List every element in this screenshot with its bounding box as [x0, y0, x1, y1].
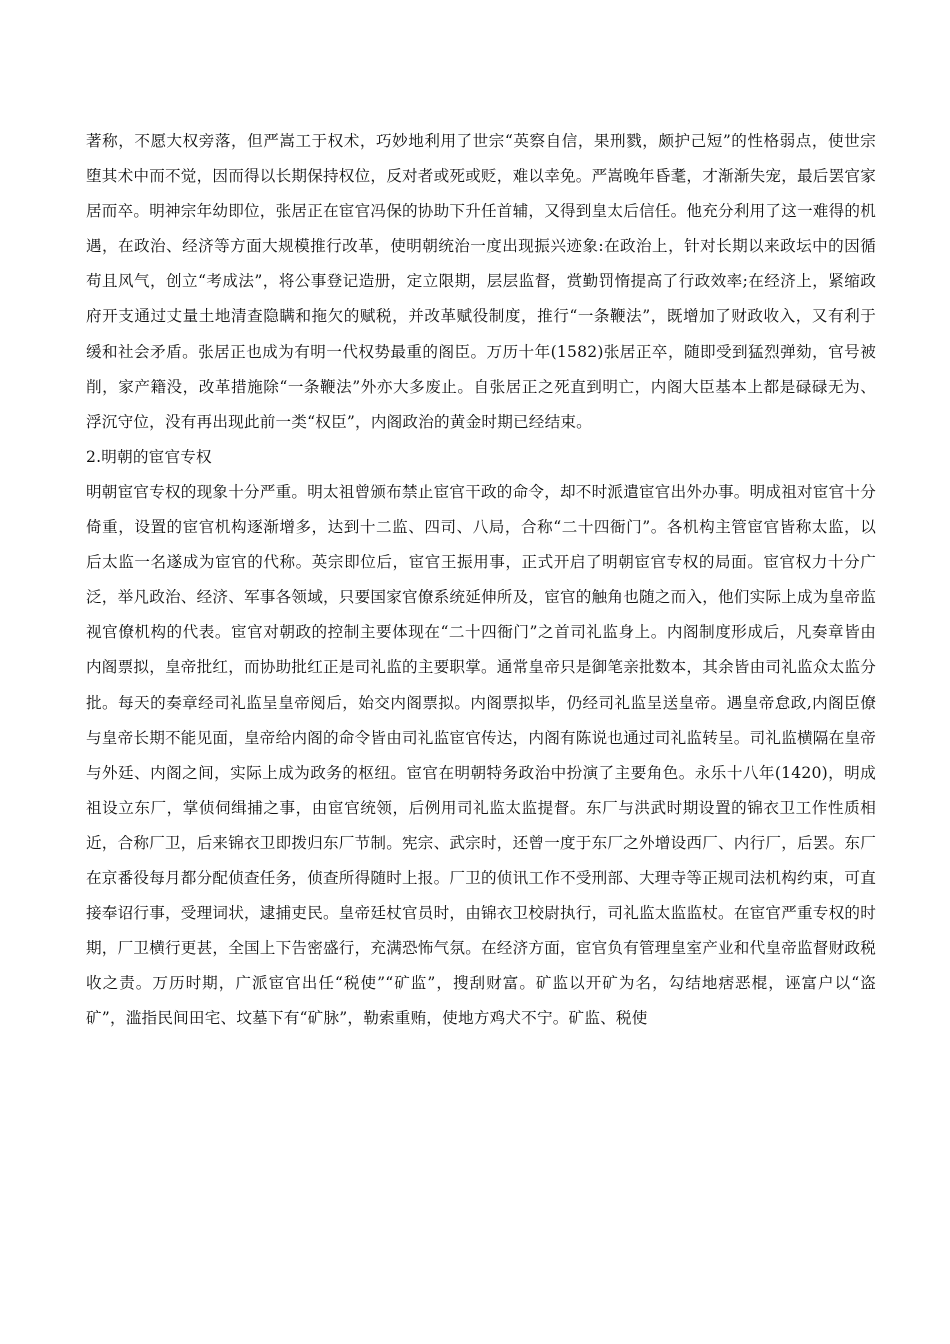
section-heading-eunuch-power: 2.明朝的宦官专权 [86, 447, 212, 466]
paragraph-zhang-juzheng-reform: 著称，不愿大权旁落，但严嵩工于权术，巧妙地利用了世宗“英察自信，果刑戮，颇护己短”的性格弱点，使世宗堕其术中而不觉，因而得以长期保持权位，反对者或死或贬，难以幸免。严嵩晚年昏耄，才渐渐失宠，最后罢官家居而卒。明神宗年幼即位，张居正在宦官冯保的协助下升任首辅，又得到皇太后信任。他充分利用了这一难得的机遇，在政治、经济等方面大规模推行改革，使明朝统治一度出现振兴迹象:在政治上，针对长期以来政坛中的因循苟且风气，创立“考成法”，将公事登记造册，定立限期，层层监督，赏勤罚惰提高了行政效率;在经济上，紧缩政府开支通过丈量土地清查隐瞒和拖欠的赋税，并改革赋役制度，推行“一条鞭法”，既增加了财政收入，又有利于缓和社会矛盾。张居正也成为有明一代权势最重的阁臣。万历十年(1582)张居正卒，随即受到猛烈弹劾，官号被削，家产籍没，改革措施除“一条鞭法”外亦大多废止。自张居正之死直到明亡，内阁大臣基本上都是碌碌无为、浮沉守位，没有再出现此前一类“权臣”，内阁政治的黄金时期已经结束。 [86, 132, 876, 431]
document-body [86, 124, 876, 1036]
paragraph-eunuch-autocracy: 明朝宦官专权的现象十分严重。明太祖曾颁布禁止宦官干政的命令，却不时派遣宦官出外办事。明成祖对宦官十分倚重，设置的宦官机构逐渐增多，达到十二监、四司、八局，合称“二十四衙门”。各机构主管宦官皆称太监，以后太监一名遂成为宦官的代称。英宗即位后，宦官王振用事，正式开启了明朝宦官专权的局面。宦官权力十分广泛，举凡政治、经济、军事各领域，只要国家官僚系统延伸所及，宦官的触角也随之而入，他们实际上成为皇帝监视官僚机构的代表。宦官对朝政的控制主要体现在“二十四衙门”之首司礼监身上。内阁制度形成后，凡奏章皆由内阁票拟，皇帝批红，而协助批红正是司礼监的主要职掌。通常皇帝只是御笔亲批数本，其余皆由司礼监众太监分批。每天的奏章经司礼监呈皇帝阅后，始交内阁票拟。内阁票拟毕，仍经司礼监呈送皇帝。遇皇帝怠政,内阁臣僚与皇帝长期不能见面，皇帝给内阁的命令皆由司礼监宦官传达，内阁有陈说也通过司礼监转呈。司礼监横隔在皇帝与外廷、内阁之间，实际上成为政务的枢纽。宦官在明朝特务政治中扮演了主要角色。永乐十八年(1420)，明成祖设立东厂，掌侦伺缉捕之事，由宦官统领，后例用司礼监太监提督。东厂与洪武时期设置的锦衣卫工作性质相近，合称厂卫，后来锦衣卫即拨归东厂节制。宪宗、武宗时，还曾一度于东厂之外增设西厂、内行厂，后罢。东厂在京番役每月都分配侦查任务，侦查所得随时上报。厂卫的侦讯工作不受刑部、大理寺等正规司法机构约束，可直接奉诏行事，受理词状，逮捕吏民。皇帝廷杖官员时，由锦衣卫校尉执行，司礼监太监监杖。在宦官严重专权的时期，厂卫横行更甚，全国上下告密盛行，充满恐怖气氛。在经济方面，宦官负有管理皇室产业和代皇帝监督财政税收之责。万历时期，广派宦官出任“税使”“矿监”，搜刮财富。矿监以开矿为名，勾结地痞恶棍，诬富户以“盗矿”，滥指民间田宅、坟墓下有“矿脉”，勒索重贿，使地方鸡犬不宁。矿监、税使 [86, 482, 876, 1028]
